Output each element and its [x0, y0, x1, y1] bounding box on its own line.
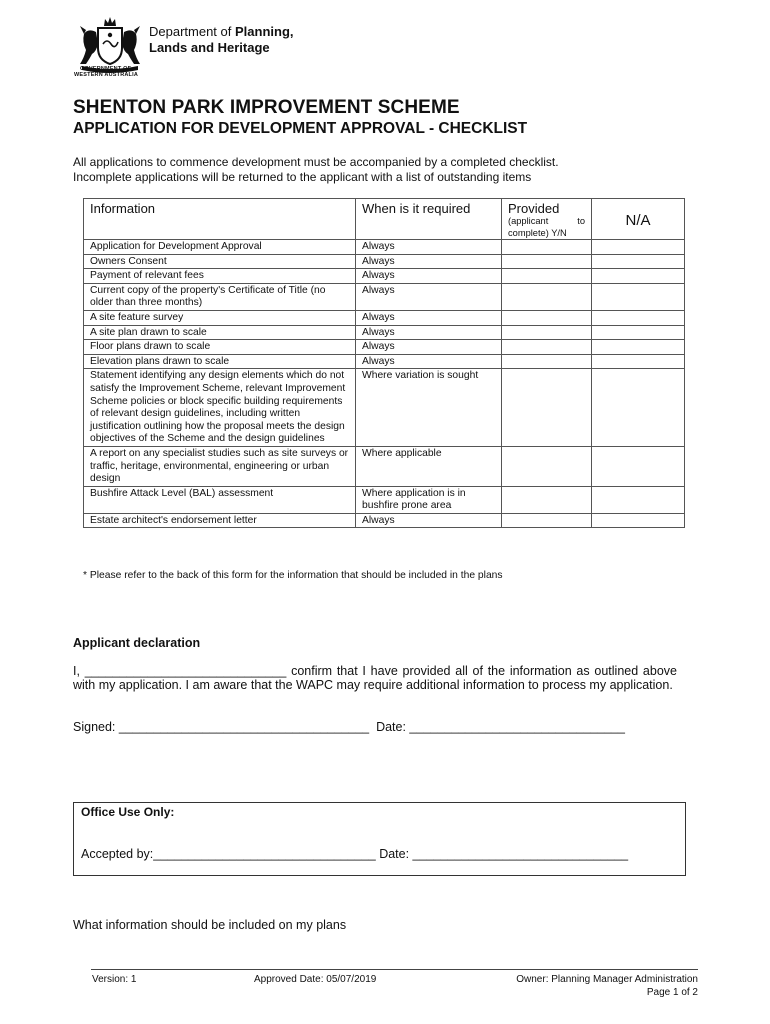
info-cell: Payment of relevant fees — [84, 269, 356, 284]
declaration-heading: Applicant declaration — [73, 636, 201, 650]
table-row — [84, 446, 685, 486]
na-cell[interactable] — [592, 513, 685, 528]
table-row — [84, 254, 685, 269]
na-cell[interactable] — [592, 486, 685, 513]
na-cell[interactable] — [592, 269, 685, 284]
provided-note — [508, 216, 585, 228]
na-cell[interactable] — [592, 354, 685, 369]
provided-cell[interactable] — [502, 340, 592, 355]
when-cell: Always — [356, 283, 502, 310]
accepted-by-line[interactable]: Accepted by:________________________________ Date: _______________________________ — [81, 847, 629, 861]
office-use-title: Office Use Only: — [81, 805, 175, 819]
na-cell[interactable] — [592, 446, 685, 486]
department-name-line2: Lands and Heritage — [149, 40, 270, 55]
when-cell: Always — [356, 354, 502, 369]
provided-cell[interactable] — [502, 254, 592, 269]
na-cell[interactable] — [592, 283, 685, 310]
provided-cell[interactable] — [502, 354, 592, 369]
na-cell[interactable] — [592, 369, 685, 447]
info-cell: Floor plans drawn to scale — [84, 340, 356, 355]
provided-cell[interactable] — [502, 325, 592, 340]
when-cell: Always — [356, 240, 502, 255]
provided-cell[interactable] — [502, 369, 592, 447]
provided-note-c: complete) Y/N — [508, 227, 567, 238]
when-cell: Always — [356, 310, 502, 325]
na-cell[interactable] — [592, 240, 685, 255]
table-row — [84, 340, 685, 355]
declaration-text: I, _____________________________ confirm that I have provided all of the information as outlined above with my application. I am aware that the WAPC may require additional information to process my application. — [73, 664, 677, 692]
info-cell: A site feature survey — [84, 310, 356, 325]
signed-date-line[interactable]: Signed: ____________________________________ Date: _______________________________ — [73, 720, 625, 734]
when-cell: Where variation is sought — [356, 369, 502, 447]
na-cell[interactable] — [592, 325, 685, 340]
footer-divider — [91, 969, 698, 970]
info-cell: Application for Development Approval — [84, 240, 356, 255]
department-planning: Planning, — [235, 24, 294, 39]
when-cell: Always — [356, 254, 502, 269]
table-row — [84, 369, 685, 447]
table-row — [84, 269, 685, 284]
western-australia-label: WESTERN AUSTRALIA — [74, 72, 138, 78]
table-row — [84, 240, 685, 255]
info-cell: A report on any specialist studies such as site surveys or traffic, heritage, environmental, engineering or urban design — [84, 446, 356, 486]
provided-cell[interactable] — [502, 310, 592, 325]
header-provided — [502, 199, 592, 240]
provided-cell[interactable] — [502, 486, 592, 513]
header-when-required: When is it required — [356, 199, 502, 240]
table-row — [84, 283, 685, 310]
table-header-row — [84, 199, 685, 240]
table-row — [84, 513, 685, 528]
plans-footnote: * Please refer to the back of this form for the information that should be included in the plans — [83, 570, 503, 581]
provided-cell[interactable] — [502, 240, 592, 255]
header-na: N/A — [592, 199, 685, 240]
plans-question: What information should be included on my plans — [73, 918, 347, 932]
info-cell: Owners Consent — [84, 254, 356, 269]
provided-cell[interactable] — [502, 446, 592, 486]
provided-cell[interactable] — [502, 269, 592, 284]
table-row — [84, 486, 685, 513]
info-cell: Elevation plans drawn to scale — [84, 354, 356, 369]
table-row — [84, 325, 685, 340]
footer-version: Version: 1 — [92, 974, 137, 985]
footer-approved-date: Approved Date: 05/07/2019 — [254, 974, 377, 985]
when-cell: Always — [356, 325, 502, 340]
department-prefix: Department of — [149, 24, 235, 39]
info-cell: A site plan drawn to scale — [84, 325, 356, 340]
provided-label: Provided — [508, 201, 560, 216]
provided-note-b: to — [577, 216, 585, 226]
na-cell[interactable] — [592, 254, 685, 269]
info-cell: Estate architect's endorsement letter — [84, 513, 356, 528]
when-cell: Always — [356, 513, 502, 528]
when-cell: Always — [356, 269, 502, 284]
table-row — [84, 354, 685, 369]
provided-cell[interactable] — [502, 513, 592, 528]
footer-page-number: Page 1 of 2 — [646, 987, 698, 998]
intro-line-2: Incomplete applications will be returned to the applicant with a list of outstanding items — [73, 170, 532, 184]
info-cell: Statement identifying any design elements which do not satisfy the Improvement Scheme, relevant Improvement Scheme policies or block specific building requirements of relevant design guidelines, including written justification outlining how the proposal meets the design objectives of the Scheme and the design guidelines — [84, 369, 356, 447]
intro-line-1: All applications to commence development must be accompanied by a completed checklist. — [73, 155, 559, 169]
info-cell: Bushfire Attack Level (BAL) assessment — [84, 486, 356, 513]
department-name-line1 — [149, 24, 294, 39]
document-title: SHENTON PARK IMPROVEMENT SCHEME — [73, 97, 460, 118]
when-cell: Where applicable — [356, 446, 502, 486]
when-cell: Always — [356, 340, 502, 355]
header-information: Information — [84, 199, 356, 240]
footer-owner: Owner: Planning Manager Administration — [516, 974, 698, 985]
provided-cell[interactable] — [502, 283, 592, 310]
info-cell: Current copy of the property's Certificate of Title (no older than three months) — [84, 283, 356, 310]
checklist-table — [83, 198, 685, 528]
when-cell: Where application is in bushfire prone area — [356, 486, 502, 513]
table-row — [84, 310, 685, 325]
document-subtitle: APPLICATION FOR DEVELOPMENT APPROVAL - CHECKLIST — [73, 120, 528, 137]
na-cell[interactable] — [592, 310, 685, 325]
provided-note-a: (applicant — [508, 216, 549, 226]
government-label: GOVERNMENT OF — [80, 66, 132, 72]
na-cell[interactable] — [592, 340, 685, 355]
